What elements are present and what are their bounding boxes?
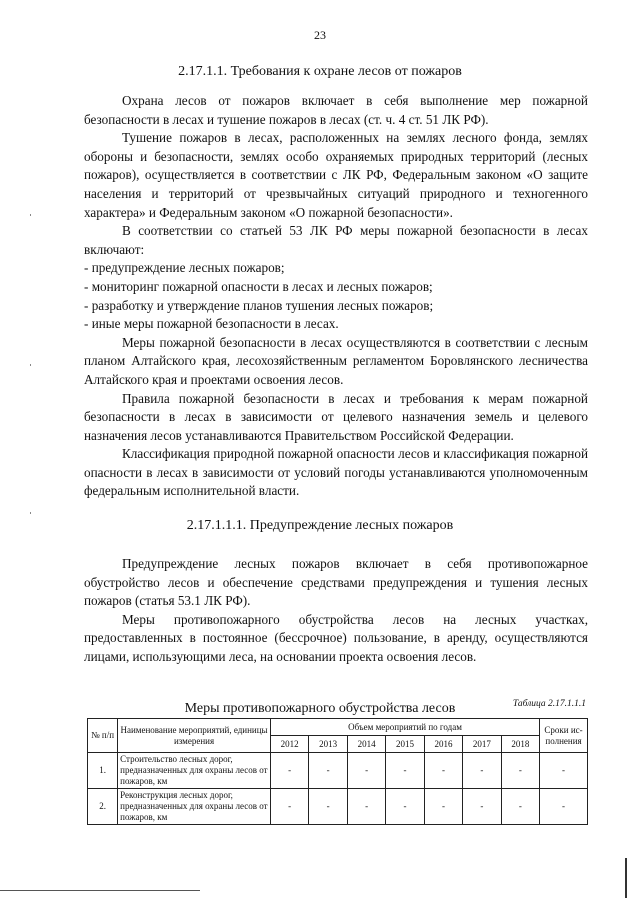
header-volume: Объем мероприятий по годам [270,719,539,736]
page-number: 23 [314,28,326,42]
row-deadline: - [540,789,588,825]
header-year: 2013 [309,736,347,753]
table-row [88,789,588,825]
list-item: - предупреждение лесных пожаров; [84,260,285,276]
header-year: 2018 [501,736,539,753]
header-year: 2012 [270,736,308,753]
footnote-divider [0,890,200,891]
subsection-heading: 2.17.1.1.1. Предупреждение лесных пожаров [186,518,454,533]
header-number: № п/п [88,719,118,753]
header-year: 2017 [463,736,501,753]
table-label: Таблица 2.17.1.1.1 [512,699,586,709]
paragraph: Меры пожарной безопасности в лесах осуществляются в соответствии с лесным планом Алтайского края, лесохозяйственным регламентом Боровлянского лесничества Алтайского края и проектами освоения лесов. [84,334,588,387]
scan-dot [30,214,31,216]
row-value: - [424,753,462,789]
row-value: - [309,753,347,789]
row-value: - [463,753,501,789]
row-value: - [463,789,501,825]
scan-dot [30,512,31,514]
list-item: - мониторинг пожарной опасности в лесах и лесных пожаров; [84,278,433,294]
row-value: - [386,789,424,825]
subsection-body [84,555,588,667]
paragraph: В соответствии со статьей 53 ЛК РФ меры пожарной безопасности в лесах включают: [84,223,588,257]
paragraph: Тушение пожаров в лесах, расположенных на землях лесного фонда, землях обороны и безопасности, землях особо охраняемых природных территорий (лесных пожаров), осуществляется в соответствии с ЛК РФ, Федеральным законом «О защите населения и территорий от чрезвычайных ситуаций природного и техногенного характера» и Федеральным законом «О пожарной безопасности». [84,130,588,220]
header-deadline: Сроки ис-полнения [540,719,588,753]
row-value: - [270,789,308,825]
paragraph: Классификация природной пожарной опасности лесов и классификация пожарной опасности в лесах в зависимости от условий погоды устанавливаются уполномоченным федеральным исполнительной власти. [84,446,588,499]
paragraph: Предупреждение лесных пожаров включает в себя противопожарное обустройство лесов и обеспечение средствами предупреждения и тушения лесных пожаров (статья 53.1 ЛК РФ). [84,556,588,609]
header-year: 2016 [424,736,462,753]
list-item: - разработку и утверждение планов тушения лесных пожаров; [84,297,434,313]
row-value: - [270,753,308,789]
row-value: - [386,753,424,789]
row-value: - [309,789,347,825]
scan-edge-mark [625,858,627,898]
header-year: 2014 [347,736,385,753]
table-row [88,753,588,789]
paragraph: Меры противопожарного обустройства лесов на лесных участках, предоставленных в постоянное (бессрочное) пользование, в аренду, осуществляются лицами, использующими леса, на основании проекта освоения лесов. [84,611,588,664]
paragraph: Охрана лесов от пожаров включает в себя выполнение мер пожарной безопасности в лесах и тушение пожаров в лесах (ст. ч. 4 ст. 51 ЛК РФ). [84,93,588,127]
header-name: Наименование мероприятий, единицы измерения [118,719,271,753]
row-value: - [501,789,539,825]
fire-measures-table [87,718,588,825]
row-value: - [347,753,385,789]
row-value: - [347,789,385,825]
row-value: - [424,789,462,825]
row-value: - [501,753,539,789]
section-body [84,92,588,501]
paragraph: Правила пожарной безопасности в лесах и требования к мерам пожарной безопасности в лесах в зависимости от целевого назначения земель и целевого назначения лесов устанавливаются Правительством Российской Федерации. [84,390,588,443]
scan-dot [30,364,31,366]
header-year: 2015 [386,736,424,753]
row-name: Строительство лесных дорог, предназначенных для охраны лесов от пожаров, км [118,753,271,789]
row-deadline: - [540,753,588,789]
table-title: Меры противопожарного обустройства лесов [184,701,456,716]
row-name: Реконструкция лесных дорог, предназначенных для охраны лесов от пожаров, км [118,789,271,825]
row-number: 2. [88,789,118,825]
row-number: 1. [88,753,118,789]
list-item: - иные меры пожарной безопасности в лесах. [84,316,339,332]
section-heading: 2.17.1.1. Требования к охране лесов от пожаров [178,64,462,79]
